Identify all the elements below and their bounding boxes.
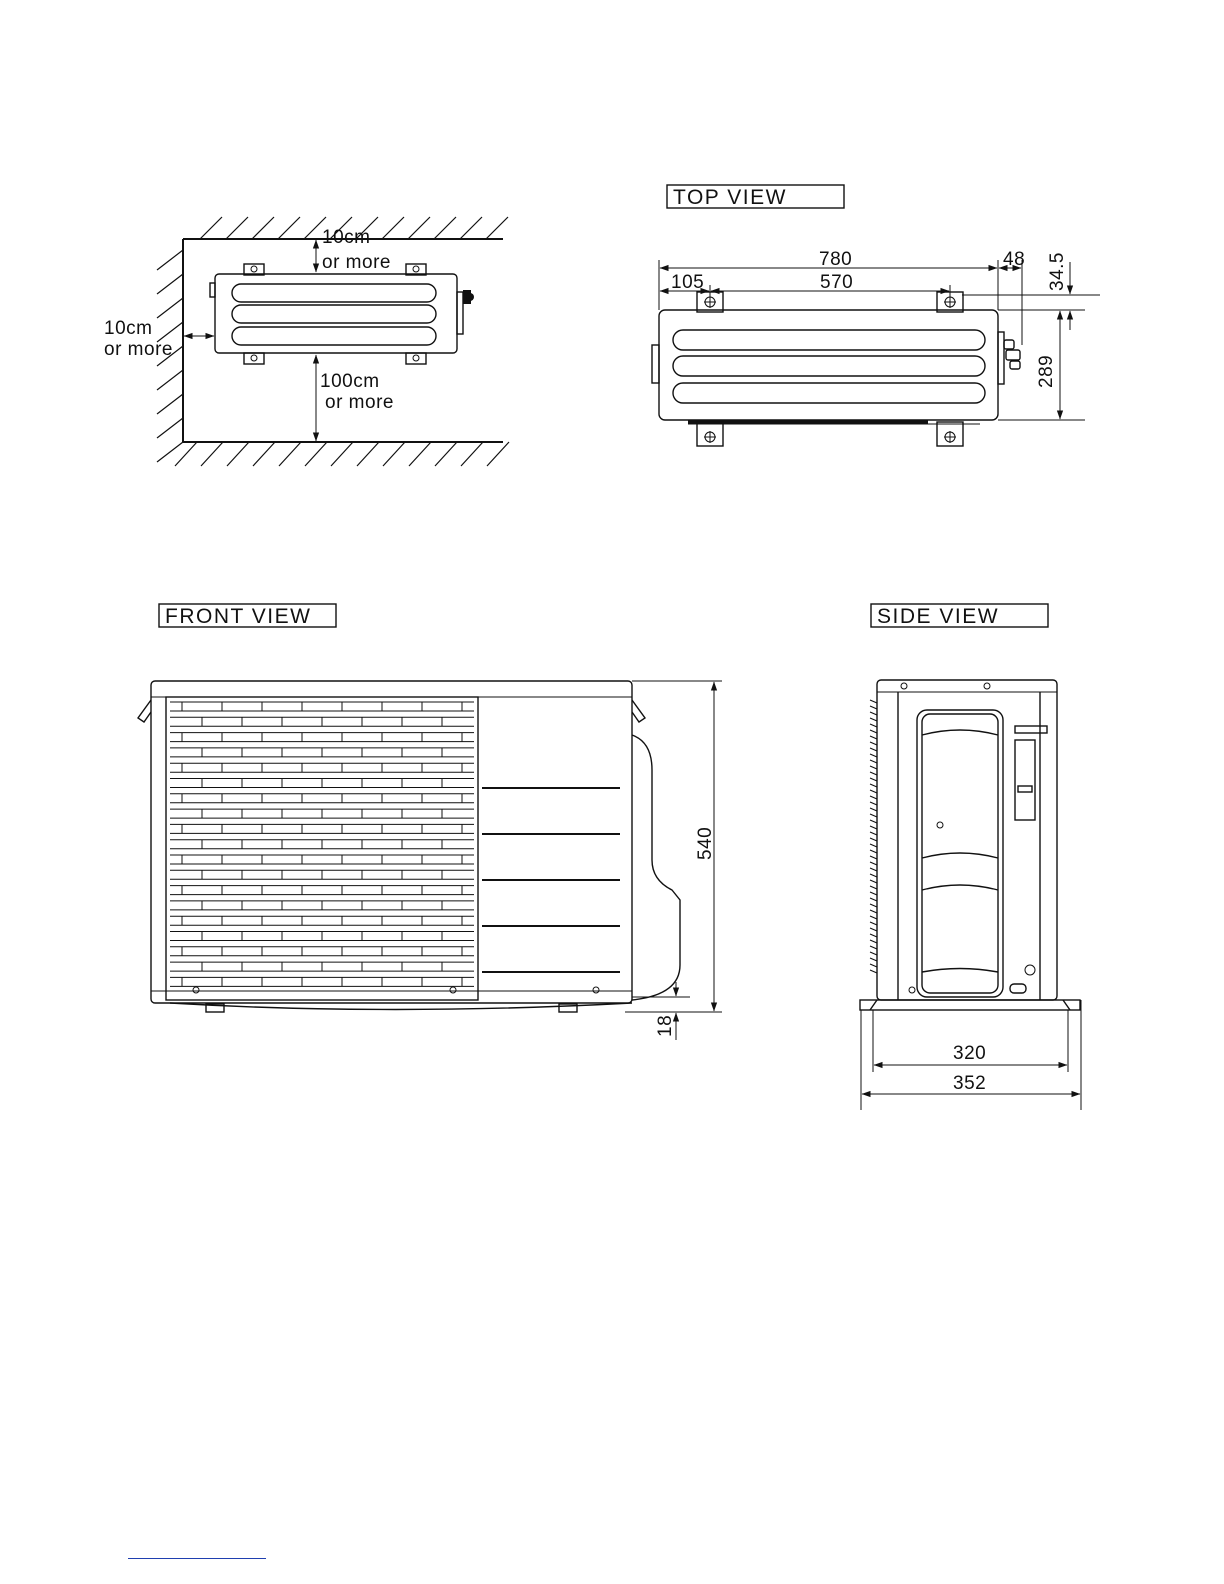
top-view-dimension-lines [659,260,1100,420]
top-view [652,185,1100,446]
clearance-arrows [184,240,316,441]
side-view-unit-outline [860,680,1080,1010]
dim-foot-height: 18 [655,1014,676,1037]
top-view-title: TOP VIEW [673,186,787,209]
left-clearance-value: 10cm [104,318,153,339]
clearance-unit-outline [210,264,474,364]
clearance-diagram [104,217,509,466]
top-clearance-sub: or more [322,252,391,273]
top-clearance-value: 10cm [322,227,371,248]
dim-mount-pitch: 570 [820,272,854,293]
front-panel-louvers [482,788,620,972]
dim-height: 540 [695,826,716,860]
top-view-unit-outline [652,292,1020,446]
side-view-title: SIDE VIEW [877,605,1000,628]
side-view [860,604,1081,1110]
front-view-title: FRONT VIEW [165,605,312,628]
dim-overall-width: 780 [819,249,853,270]
left-clearance-sub: or more [104,339,173,360]
front-clearance-sub: or more [325,392,394,413]
footer-rule [128,1558,266,1559]
dim-valve-protrusion: 48 [1003,249,1026,270]
front-view [138,604,722,1040]
dim-mount-depth-offset: 34.5 [1047,252,1068,291]
front-clearance-value: 100cm [320,371,380,392]
dim-depth: 289 [1036,354,1057,388]
front-view-unit-outline [138,681,680,1012]
dim-mount-offset: 105 [671,272,705,293]
dim-overall-depth: 352 [953,1073,987,1094]
dim-mount-width: 320 [953,1043,987,1064]
